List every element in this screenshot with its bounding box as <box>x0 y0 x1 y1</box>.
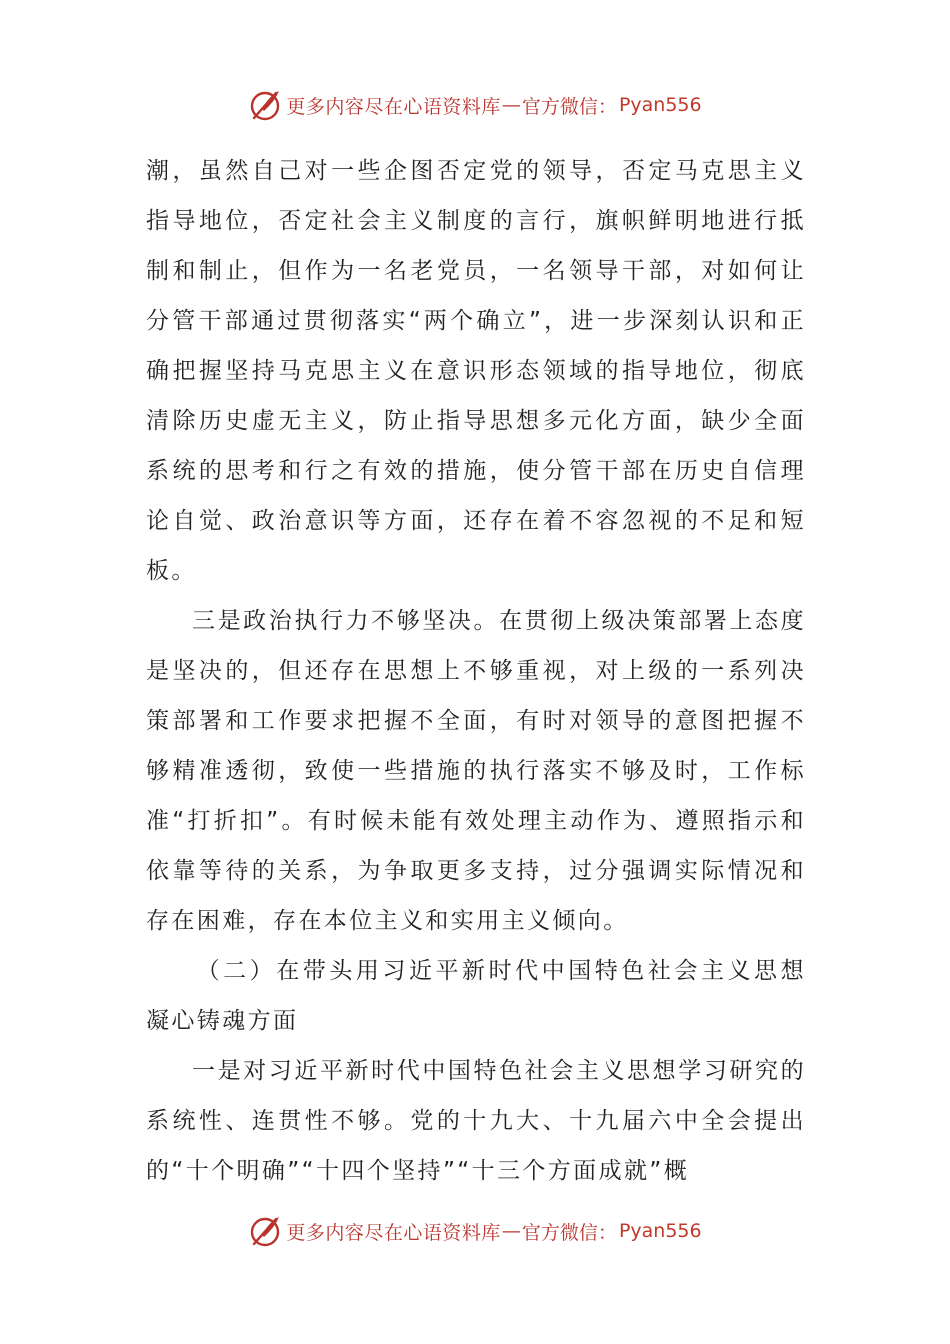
footer-brand-text: 更多内容尽在心语资料库 <box>286 1221 501 1244</box>
section-heading: （二）在带头用习近平新时代中国特色社会主义思想凝心铸魂方面 <box>146 958 806 1034</box>
footer-wechat-id: Pyan556 <box>618 1220 702 1242</box>
paragraph-item-one: 一是对习近平新时代中国特色社会主义思想学习研究的系统性、连贯性不够。党的十九大、十九届六中全会提出的“十个明确”“十四个坚持”“十三个方面成就”概 <box>146 1058 806 1184</box>
document-body <box>146 146 806 1196</box>
quill-logo-icon <box>248 1213 284 1249</box>
header-dash: — <box>501 94 521 116</box>
footer-wechat-label: 官方微信： <box>521 1221 617 1244</box>
paragraph-item-three: 三是政治执行力不够坚决。在贯彻上级决策部署上态度是坚决的，但还存在思想上不够重视，对上级的一系列决策部署和工作要求把握不全面，有时对领导的意图把握不够精准透彻，致使一些措施的执行落实不够及时，工作标准“打折扣”。有时候未能有效处理主动作为、遵照指示和依靠等待的关系，为争取更多支持，过分强调实际情况和存在困难，存在本位主义和实用主义倾向。 <box>146 608 806 934</box>
header-brand-text: 更多内容尽在心语资料库 <box>286 95 501 118</box>
quill-logo-icon <box>248 87 284 123</box>
header-wechat-label: 官方微信： <box>521 95 617 118</box>
header-wechat-id: Pyan556 <box>618 94 702 116</box>
paragraph-continuation: 潮，虽然自己对一些企图否定党的领导，否定马克思主义指导地位，否定社会主义制度的言行，旗帜鲜明地进行抵制和制止，但作为一名老党员，一名领导干部，对如何让分管干部通过贯彻落实“两个确立”，进一步深刻认识和正确把握坚持马克思主义在意识形态领域的指导地位，彻底清除历史虚无主义，防止指导思想多元化方面，缺少全面系统的思考和行之有效的措施，使分管干部在历史自信理论自觉、政治意识等方面，还存在着不容忽视的不足和短板。 <box>146 158 806 584</box>
footer-dash: — <box>501 1220 521 1242</box>
header-watermark <box>0 85 950 125</box>
footer-watermark <box>0 1211 950 1251</box>
